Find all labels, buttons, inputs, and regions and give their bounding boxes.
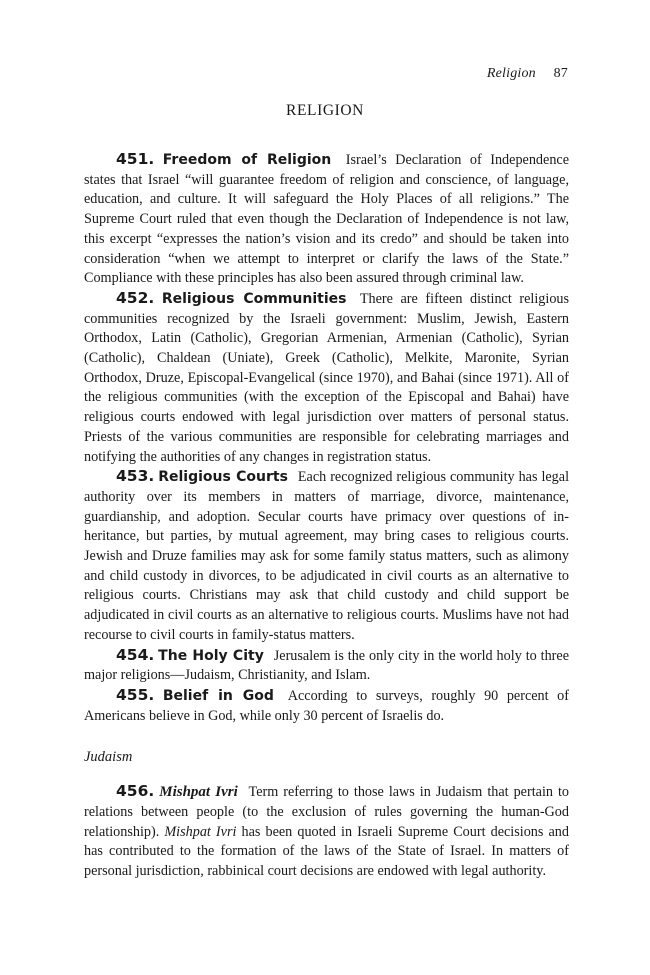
entry-title: The Holy City: [158, 647, 264, 664]
page-number: 87: [553, 66, 568, 81]
body-text: [84, 150, 569, 882]
entry-title: Religious Courts: [158, 469, 288, 486]
entry-number: 454.: [116, 645, 155, 664]
entry-456: [84, 782, 569, 882]
entry-text-part-1: Term referring to those laws in Judaism that pertain to relations between people (to the exclusion of rules governing the human-God relationship).: [84, 784, 569, 840]
entry-title: Mishpat Ivri: [159, 784, 238, 801]
entry-text: Israel’s Declaration of Independence states that Israel “will guarantee freedom of religion and conscience, of language, education, and culture. It will safeguard the Holy Places of all religions.” The Supreme Court ruled that even though the Declaration of Independence is not law, this excerpt “expresses the nation’s vision and its credo” and should be taken into consideration “when we attempt to interpret or clarify the laws of the State.” Compliance with these principles has also been assured through criminal law.: [84, 152, 570, 287]
entry-number: 453.: [116, 467, 155, 486]
entry-number: 451.: [116, 150, 155, 168]
entry-text: There are fifteen distinct religious communities recognized by the Israeli government: Muslim, Jewish, Eastern Orthodox, Latin (Catholic), Gregorian Armenian, Armenian (Catholic), Syrian (Catholic), Chaldean (Uniate), Greek (Catholic), Melkite, Maronite, Syrian Orthodox, Druze, Episcopal-Evangelical (since 1970), and Bahai (since 1971). All of the religious communities (with the exception of the Episcopal and Bahai) have religious courts endowed with legal jurisdiction over matters of personal status. Priests of the various communities are responsible for celebrating marriages and notifying the authorities of any changes in registration status.: [84, 290, 570, 465]
running-head-title: Religion: [486, 66, 536, 81]
chapter-title: RELIGION: [286, 102, 364, 119]
entry-text: Jerusalem is the only city in the world holy to three major religions—Judaism, Christianity, and Islam.: [84, 647, 570, 684]
entry-text: According to surveys, roughly 90 percent of Americans believe in God, while only 30 percent of Israelis do.: [84, 687, 569, 724]
entry-455: [84, 686, 569, 726]
entry-text: Each recognized religious community has legal authority over its members in matters of marriage, divorce, maintenance, guardianship, and adoption. Secular courts have primacy over questions of inheritance, but parties, by mutual agreement, may bring cases to religious courts. Jewish and Druze families may ask for some family status matters, such as alimony and child custody in divorces, to be adjudicated in civil courts as an alternative to religious courts. Christians may ask that child custody and child support be adjudicated in civil courts as an alternative to religious courts. Muslims have not had recourse to civil courts in family-status matters.: [84, 469, 570, 643]
entry-title: Freedom of Religion: [162, 152, 332, 168]
entry-text-part-2: has been quoted in Israeli Supreme Court decisions and has contributed to the formation of the laws of the State of Israel. In matters of personal jurisdiction, rabbinical court decisions are endowed with legal authority.: [84, 823, 569, 879]
running-head: [487, 66, 568, 82]
entry-number: 452.: [116, 288, 155, 307]
entry-title: Belief in God: [162, 687, 274, 704]
entry-italic-term: Mishpat Ivri: [164, 823, 237, 840]
entry-452: [84, 289, 569, 467]
section-heading: Judaism: [84, 749, 133, 766]
entry-number: 455.: [116, 685, 155, 704]
entry-453: [84, 467, 569, 645]
entry-451: [84, 150, 569, 289]
entry-number: 456.: [116, 782, 155, 801]
entry-454: [84, 646, 569, 686]
entry-title: Religious Communities: [161, 290, 347, 307]
